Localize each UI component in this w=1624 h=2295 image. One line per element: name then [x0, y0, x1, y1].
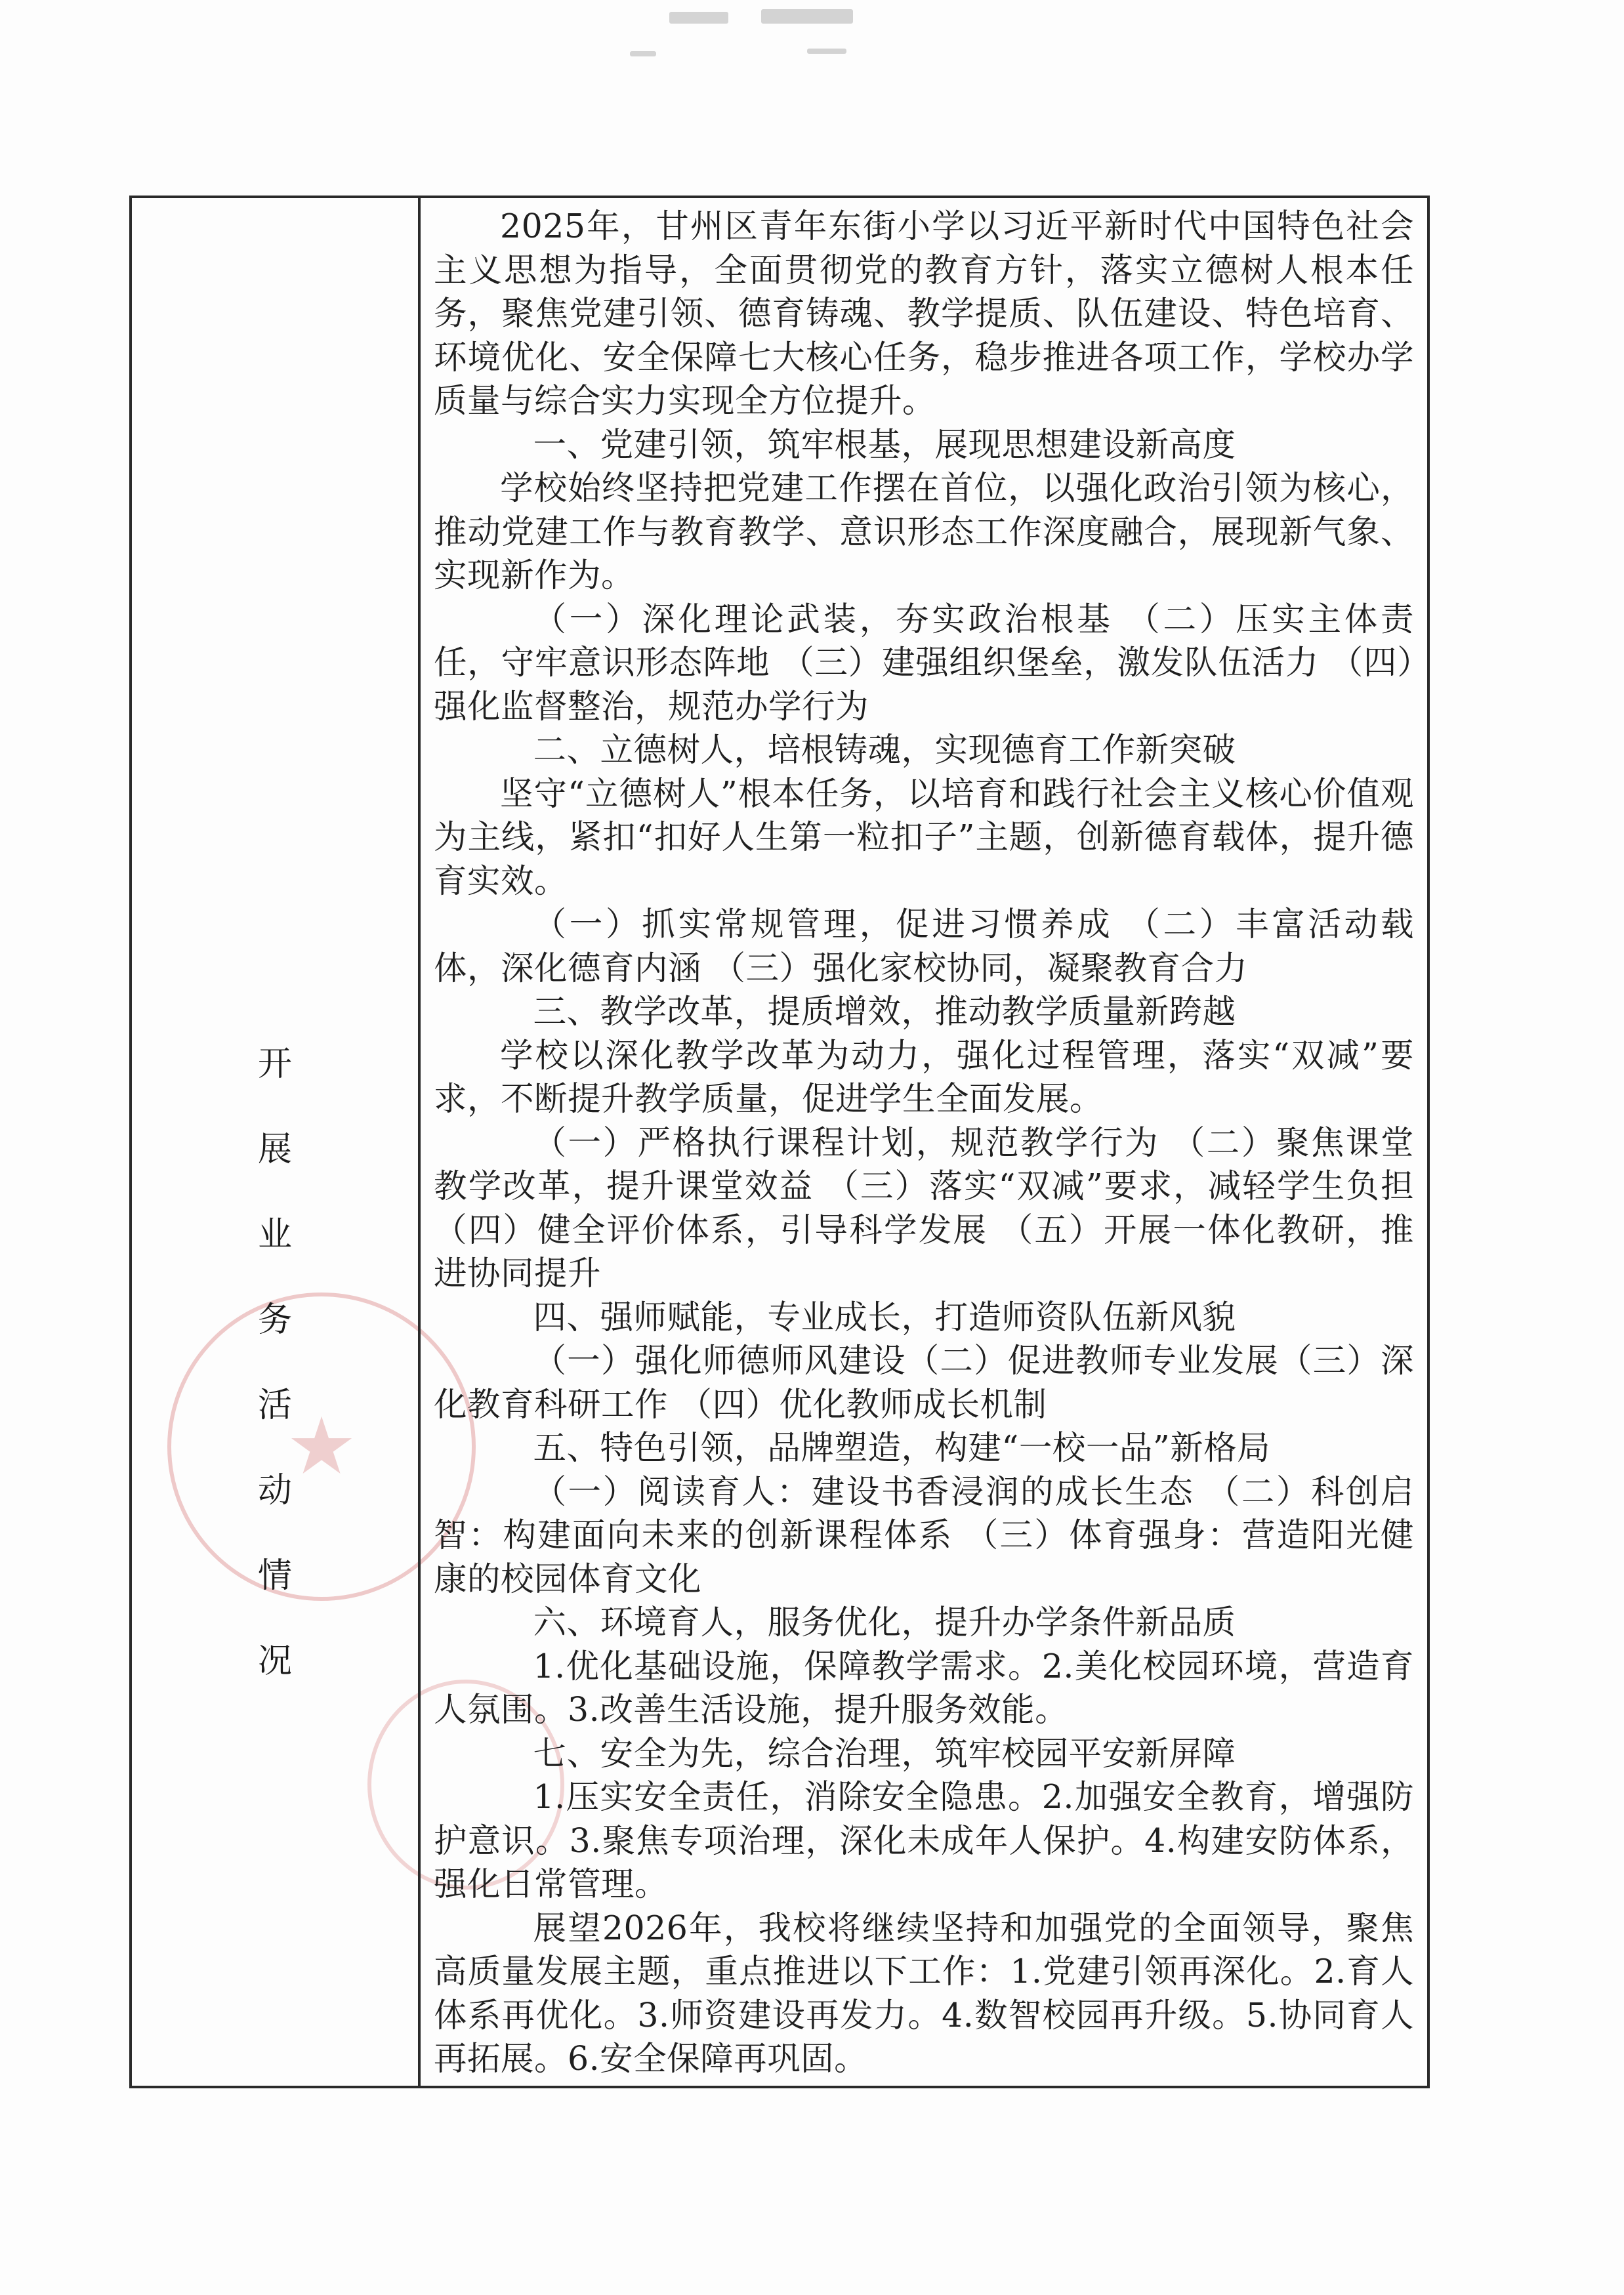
section-heading-7: 七、安全为先，综合治理，筑牢校园平安新屏障	[533, 1733, 1236, 1773]
section-body-2: 坚守“立德树人”根本任务，以培育和践行社会主义核心价值观为主线，紧扣“扣好人生第一粒扣子”主题，创新德育载体，提升德育实效。	[434, 774, 1414, 900]
section-items-1: （一）深化理论武装，夯实政治根基 （二）压实主体责任，守牢意识形态阵地 （三）建强组织堡垒，激发队伍活力 （四）强化监督整治，规范办学行为	[434, 599, 1414, 726]
intro-paragraph: 2025年，甘州区青年东街小学以习近平新时代中国特色社会主义思想为指导，全面贯彻党的教育方针，落实立德树人根本任务，聚焦党建引领、德育铸魂、教学提质、队伍建设、特色培育、环境优化、安全保障七大核心任务，稳步推进各项工作，学校办学质量与综合实力实现全方位提升。	[434, 207, 1414, 420]
section-body-3: 学校以深化教学改革为动力，强化过程管理，落实“双减”要求，不断提升教学质量，促进学生全面发展。	[434, 1035, 1414, 1118]
outlook-paragraph: 展望2026年，我校将继续坚持和加强党的全面领导，聚焦高质量发展主题，重点推进以下工作：1.党建引领再深化。2.育人体系再优化。3.师资建设再发力。4.数智校园再升级。5.协同育人再拓展。6.安全保障再巩固。	[434, 1908, 1414, 2078]
seal-star-icon: ★	[286, 1401, 357, 1493]
section-heading-2: 二、立德树人，培根铸魂，实现德育工作新突破	[533, 730, 1236, 769]
section-items-4: （一）强化师德师风建设（二）促进教师专业发展（三）深化教育科研工作 （四）优化教师成长机制	[434, 1341, 1414, 1424]
section-items-6: 1.优化基础设施，保障教学需求。2.美化校园环境，营造育人氛围。3.改善生活设施，提升服务效能。	[434, 1646, 1414, 1729]
section-heading-5: 五、特色引领，品牌塑造，构建“一校一品”新格局	[533, 1428, 1271, 1467]
section-items-5: （一）阅读育人：建设书香浸润的成长生态 （二）科创启智：构建面向未来的创新课程体系 （三）体育强身：营造阳光健康的校园体育文化	[434, 1472, 1414, 1598]
section-items-2: （一）抓实常规管理，促进习惯养成 （二）丰富活动载体，深化德育内涵 （三）强化家校协同，凝聚教育合力	[434, 905, 1414, 987]
content-cell	[421, 198, 1427, 2086]
label-char: 况	[257, 1642, 292, 1681]
section-body-1: 学校始终坚持把党建工作摆在首位，以强化政治引领为核心，推动党建工作与教育教学、意识形态工作深度融合，展现新气象、实现新作为。	[434, 468, 1414, 594]
label-char: 开	[257, 1044, 292, 1084]
label-char: 展	[257, 1130, 292, 1169]
label-char: 情	[257, 1556, 292, 1596]
section-items-7: 1.压实安全责任，消除安全隐患。2.加强安全教育，增强防护意识。3.聚焦专项治理，深化未成年人保护。4.构建安防体系，强化日常管理。	[434, 1777, 1414, 1903]
label-char: 活	[257, 1386, 292, 1425]
scan-artifact	[591, 5, 997, 77]
section-heading-4: 四、强师赋能，专业成长，打造师资队伍新风貌	[533, 1297, 1236, 1336]
section-heading-3: 三、教学改革，提质增效，推动教学质量新跨越	[533, 992, 1236, 1031]
section-items-3: （一）严格执行课程计划，规范教学行为 （二）聚焦课堂教学改革，提升课堂效益 （三）落实“双减”要求，减轻学生负担 （四）健全评价体系，引导科学发展 （五）开展一体化教研，推进协同提升	[434, 1123, 1414, 1292]
row-label	[132, 1022, 418, 1704]
section-heading-1: 一、党建引领，筑牢根基，展现思想建设新高度	[533, 424, 1236, 464]
section-heading-6: 六、环境育人，服务优化，提升办学条件新品质	[533, 1603, 1236, 1642]
row-label-cell	[132, 198, 421, 2086]
label-char: 动	[257, 1471, 292, 1510]
activity-table	[129, 196, 1430, 2088]
label-char: 业	[257, 1215, 292, 1254]
label-char: 务	[257, 1300, 292, 1340]
